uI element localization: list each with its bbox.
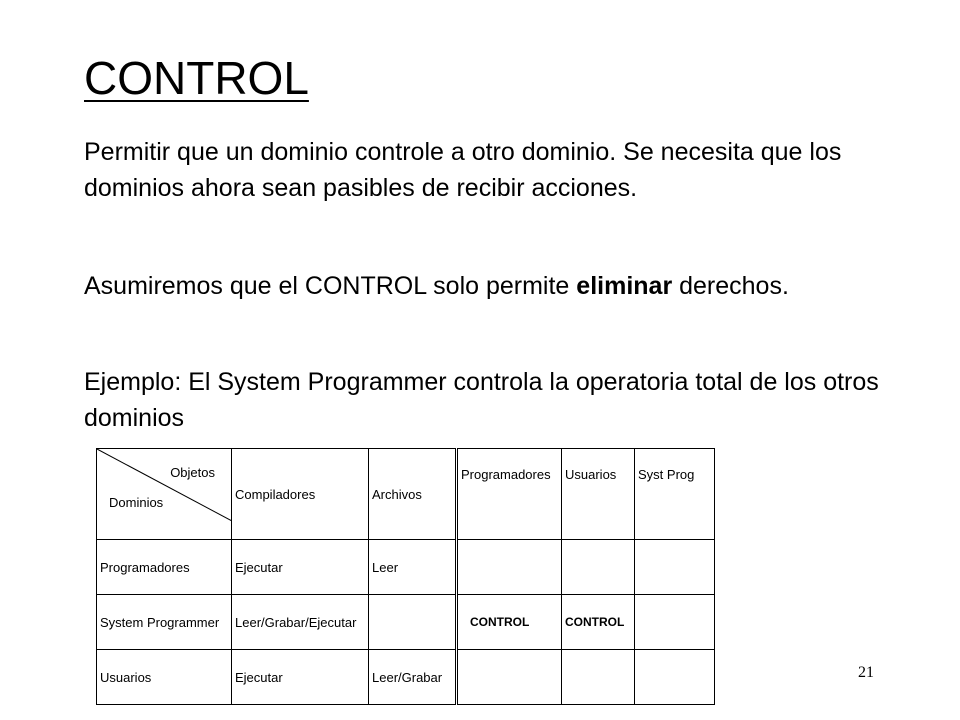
table-cell [457,540,562,595]
table-cell: Ejecutar [232,540,369,595]
table-row [97,650,715,705]
assumption-text-end: derechos. [672,272,789,300]
access-matrix-table [96,448,715,705]
table-cell [369,595,457,650]
table-cell [562,650,635,705]
diagonal-line [97,449,232,521]
assumption-text: Asumiremos que el CONTROL solo permite [84,272,577,300]
table-header-row [97,449,715,540]
corner-objects-label: Objetos [170,465,215,480]
column-header-usuarios: Usuarios [562,449,635,540]
table-cell: Leer/Grabar/Ejecutar [232,595,369,650]
table-cell [562,540,635,595]
table-cell-control: CONTROL [457,595,562,650]
table-cell: Leer/Grabar [369,650,457,705]
table-cell: Ejecutar [232,650,369,705]
table-cell-control: CONTROL [562,595,635,650]
paragraph-assumption [84,268,894,304]
column-header-programadores: Programadores [457,449,562,540]
column-header-syst-prog: Syst Prog [635,449,715,540]
corner-domains-label: Dominios [109,495,164,510]
table-cell [457,650,562,705]
table-cell: Leer [369,540,457,595]
table-cell [635,650,715,705]
page-number: 21 [858,664,874,681]
table-row [97,540,715,595]
row-domain-label: Programadores [97,540,232,595]
table-corner-cell [97,449,232,540]
slide-title: CONTROL [84,52,309,104]
row-domain-label: System Programmer [97,595,232,650]
paragraph-example: Ejemplo: El System Programmer controla la operatoria total de los otros dominios [84,368,879,432]
assumption-bold-word: eliminar [576,272,673,300]
row-domain-label: Usuarios [97,650,232,705]
table-cell [635,595,715,650]
table-row [97,595,715,650]
paragraph-definition: Permitir que un dominio controle a otro dominio. Se necesita que los dominios ahora sean pasibles de recibir acciones. [84,138,842,202]
column-header-archivos: Archivos [369,449,457,540]
table-cell [635,540,715,595]
column-header-compiladores: Compiladores [232,449,369,540]
